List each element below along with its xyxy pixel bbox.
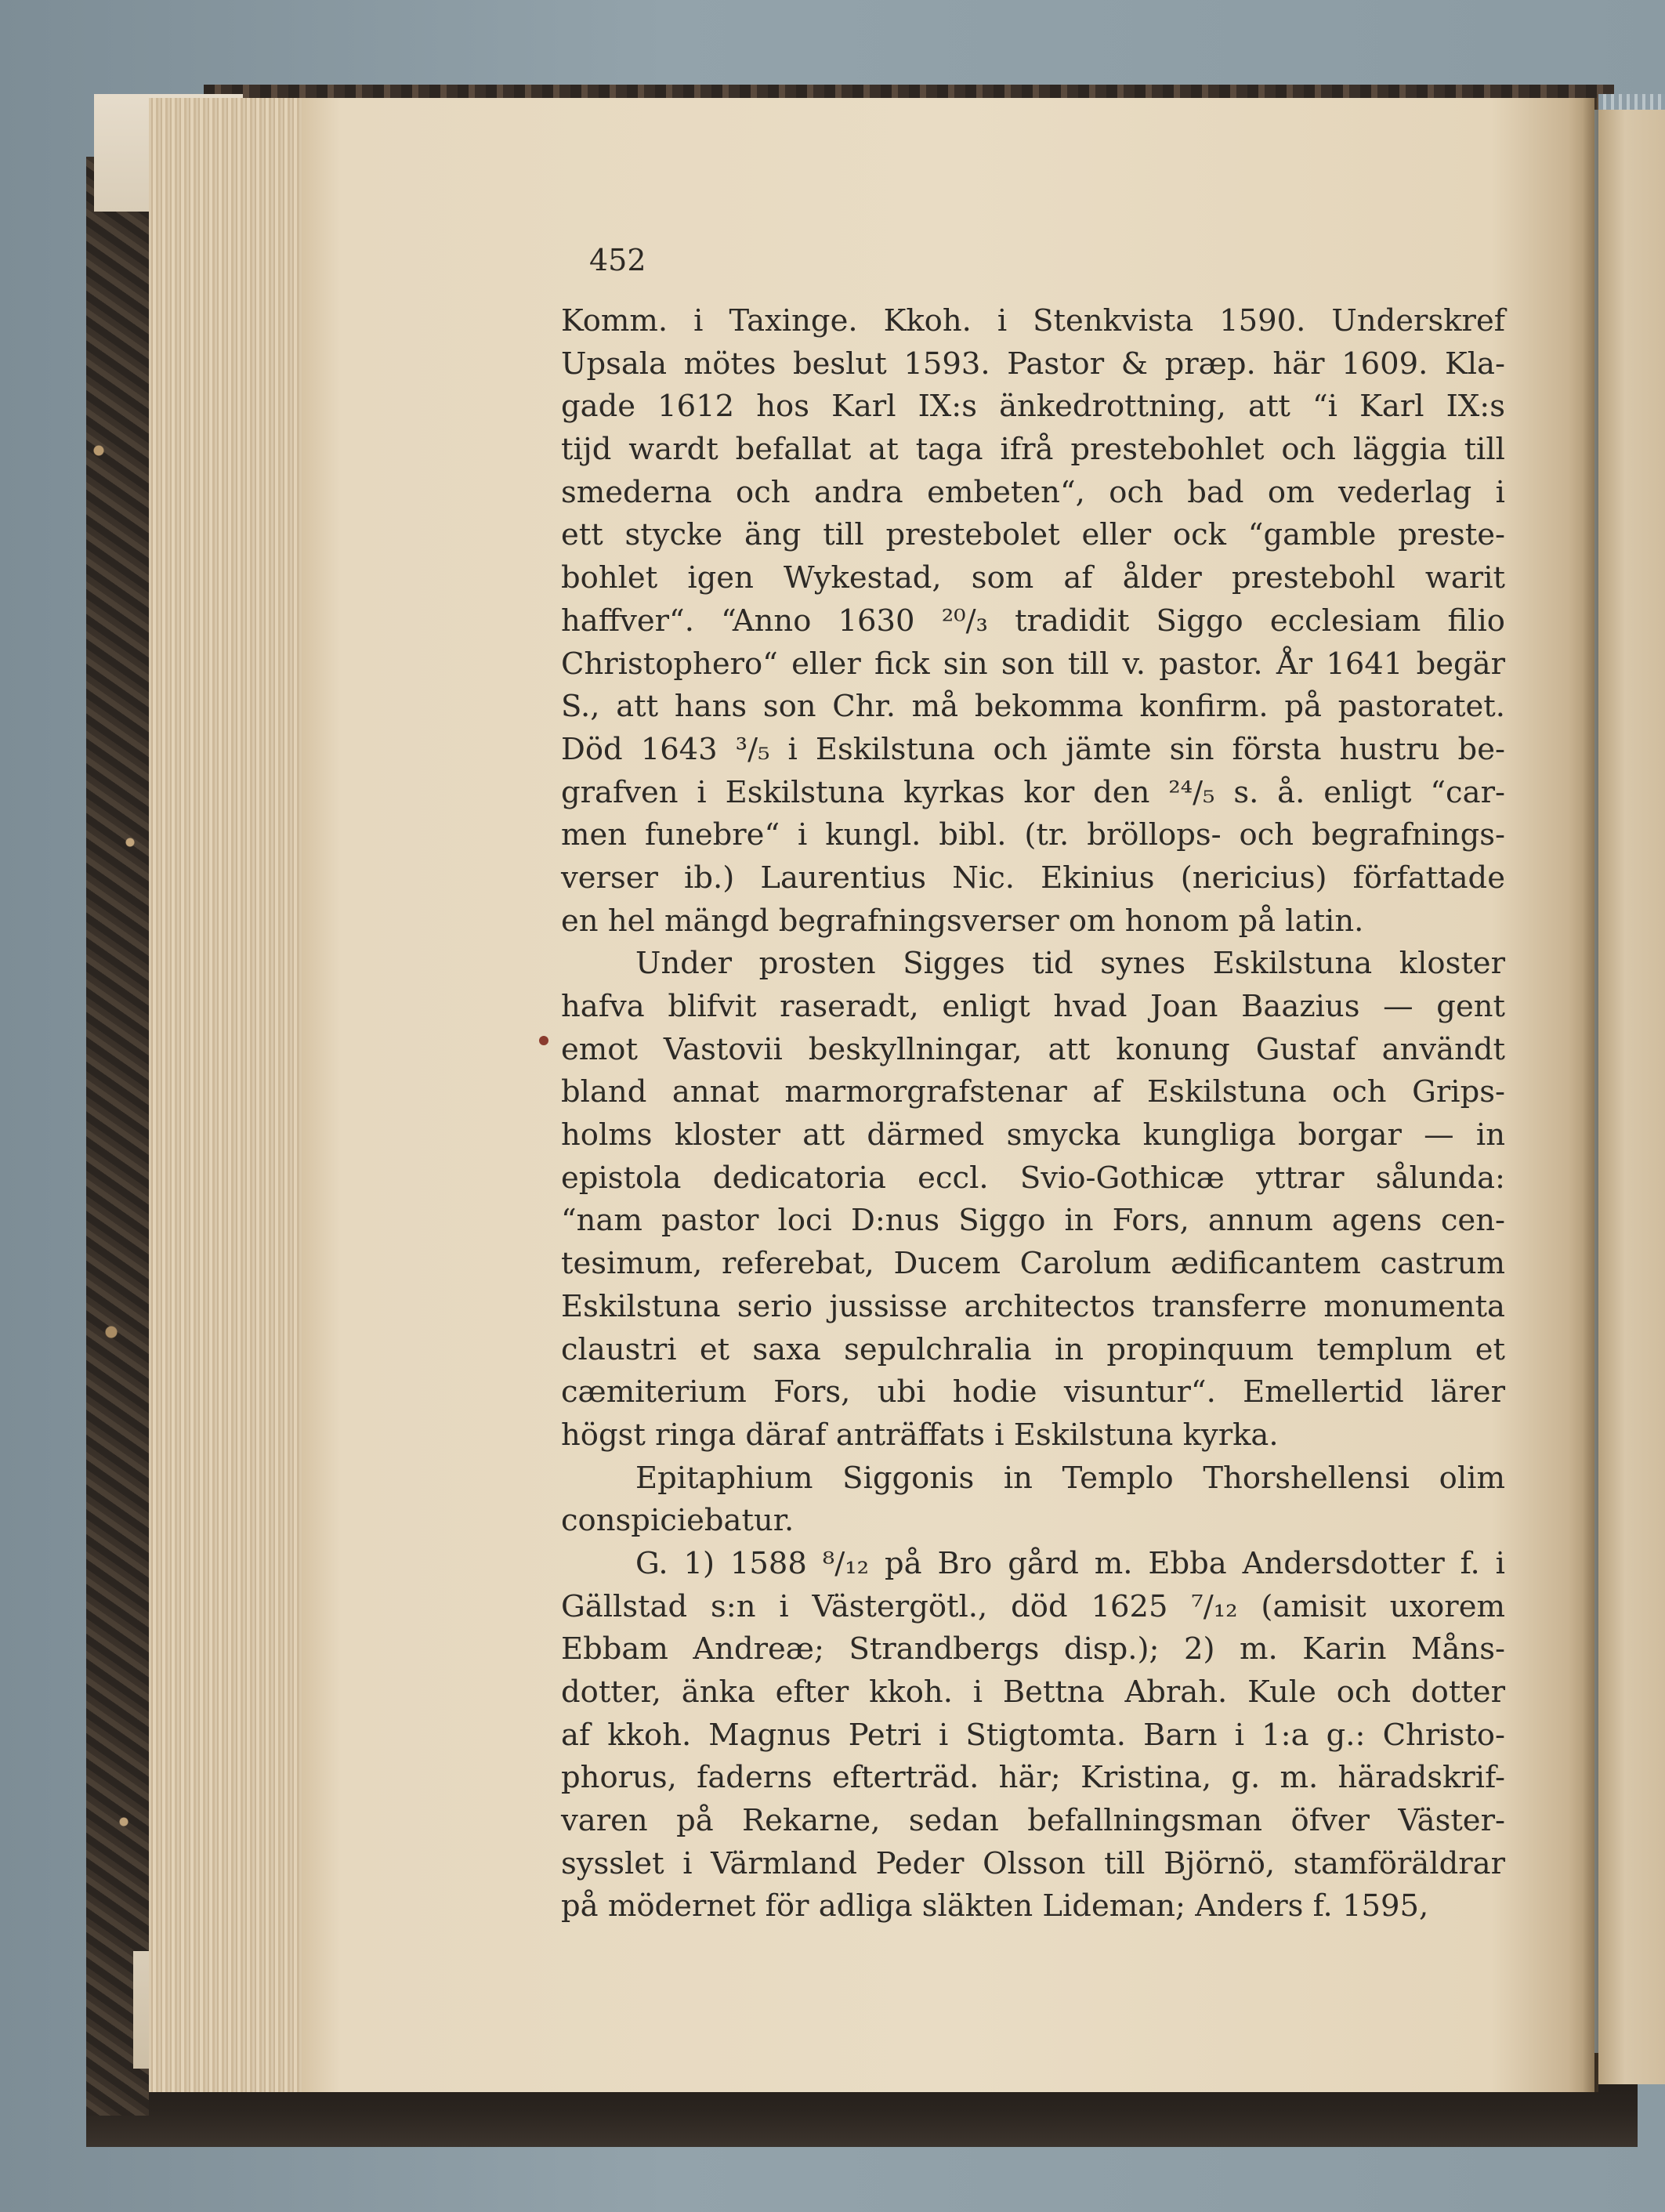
text-line: en hel mängd begrafningsverser om honom på latin.: [561, 903, 1364, 939]
text-line: tesimum, referebat, Ducem Carolum ædificantem castrum: [561, 1246, 1505, 1282]
text-line: bland annat marmorgrafstenar af Eskilstuna och Grips-: [561, 1074, 1505, 1110]
text-line: Epitaphium Siggonis in Templo Thorshellensi olim: [635, 1460, 1505, 1496]
text-line: sysslet i Värmland Peder Olsson till Björnö, stamföräldrar: [561, 1845, 1505, 1881]
text-line: Död 1643 ³/₅ i Eskilstuna och jämte sin första hustru be-: [561, 731, 1505, 767]
text-line: epistola dedicatoria eccl. Svio-Gothicæ yttrar sålunda:: [561, 1160, 1505, 1196]
text-line: högst ringa däraf anträffats i Eskilstuna kyrka.: [561, 1417, 1279, 1453]
text-line: Upsala mötes beslut 1593. Pastor & præp. här 1609. Kla-: [561, 346, 1505, 382]
text-line: dotter, änka efter kkoh. i Bettna Abrah. Kule och dotter: [561, 1674, 1505, 1710]
text-line: af kkoh. Magnus Petri i Stigtomta. Barn i 1:a g.: Christo-: [561, 1717, 1505, 1753]
text-line: Komm. i Taxinge. Kkoh. i Stenkvista 1590. Underskref: [561, 303, 1505, 338]
text-line: verser ib.) Laurentius Nic. Ekinius (nericius) författade: [561, 860, 1505, 896]
text-line: tijd wardt befallat at taga ifrå prestebohlet och läggia till: [561, 432, 1505, 468]
text-line: hafva blifvit raseradt, enligt hvad Joan Baazius — gent: [561, 989, 1505, 1024]
book-spine: [86, 157, 149, 2116]
text-line: “nam pastor loci D:nus Siggo in Fors, annum agens cen-: [561, 1203, 1505, 1239]
facing-page-edge: [1598, 110, 1665, 2084]
text-line: conspiciebatur.: [561, 1503, 794, 1539]
page-edges: [149, 98, 307, 2092]
facing-page-top: [1598, 94, 1665, 110]
text-line: emot Vastovii beskyllningar, att konung Gustaf användt: [561, 1031, 1505, 1067]
text-line: på mödernet för adliga släkten Lideman; Anders f. 1595,: [561, 1888, 1429, 1924]
text-line: G. 1) 1588 ⁸/₁₂ på Bro gård m. Ebba Andersdotter f. i: [635, 1545, 1505, 1581]
text-line: Eskilstuna serio jussisse architectos transferre monumenta: [561, 1288, 1505, 1324]
text-line: grafven i Eskilstuna kyrkas kor den ²⁴/₅ s. å. enligt “car-: [561, 774, 1505, 810]
text-line: haffver“. “Anno 1630 ²⁰/₃ tradidit Siggo ecclesiam filio: [561, 603, 1505, 639]
page-number: 452: [589, 243, 646, 277]
text-line: men funebre“ i kungl. bibl. (tr. bröllops- och begrafnings-: [561, 817, 1505, 853]
text-line: S., att hans son Chr. må bekomma konfirm. på pastoratet.: [561, 689, 1505, 725]
text-line: gade 1612 hos Karl IX:s änkedrottning, att “i Karl IX:s: [561, 389, 1505, 425]
text-line: phorus, faderns efterträd. här; Kristina, g. m. häradskrif-: [561, 1760, 1505, 1796]
gutter-shadow: [1583, 98, 1598, 2092]
text-line: cæmiterium Fors, ubi hodie visuntur“. Emellertid lärer: [561, 1374, 1505, 1410]
text-line: varen på Rekarne, sedan befallningsman öfver Väster-: [561, 1803, 1505, 1839]
text-line: Christophero“ eller fick sin son till v. pastor. År 1641 begär: [561, 646, 1505, 682]
body-text: [561, 300, 1505, 1928]
text-line: Ebbam Andreæ; Strandbergs disp.); 2) m. Karin Måns-: [561, 1631, 1505, 1667]
text-line: holms kloster att därmed smycka kungliga borgar — in: [561, 1117, 1505, 1153]
text-line: Under prosten Sigges tid synes Eskilstuna kloster: [635, 946, 1505, 982]
margin-mark: [539, 1036, 548, 1045]
text-line: ett stycke äng till prestebolet eller ock “gamble preste-: [561, 517, 1505, 553]
text-line: smederna och andra embeten“, och bad om vederlag i: [561, 474, 1505, 510]
text-line: claustri et saxa sepulchralia in propinquum templum et: [561, 1331, 1505, 1367]
text-line: bohlet igen Wykestad, som af ålder prestebohl warit: [561, 560, 1505, 596]
text-line: Gällstad s:n i Västergötl., död 1625 ⁷/₁₂ (amisit uxorem: [561, 1588, 1505, 1624]
